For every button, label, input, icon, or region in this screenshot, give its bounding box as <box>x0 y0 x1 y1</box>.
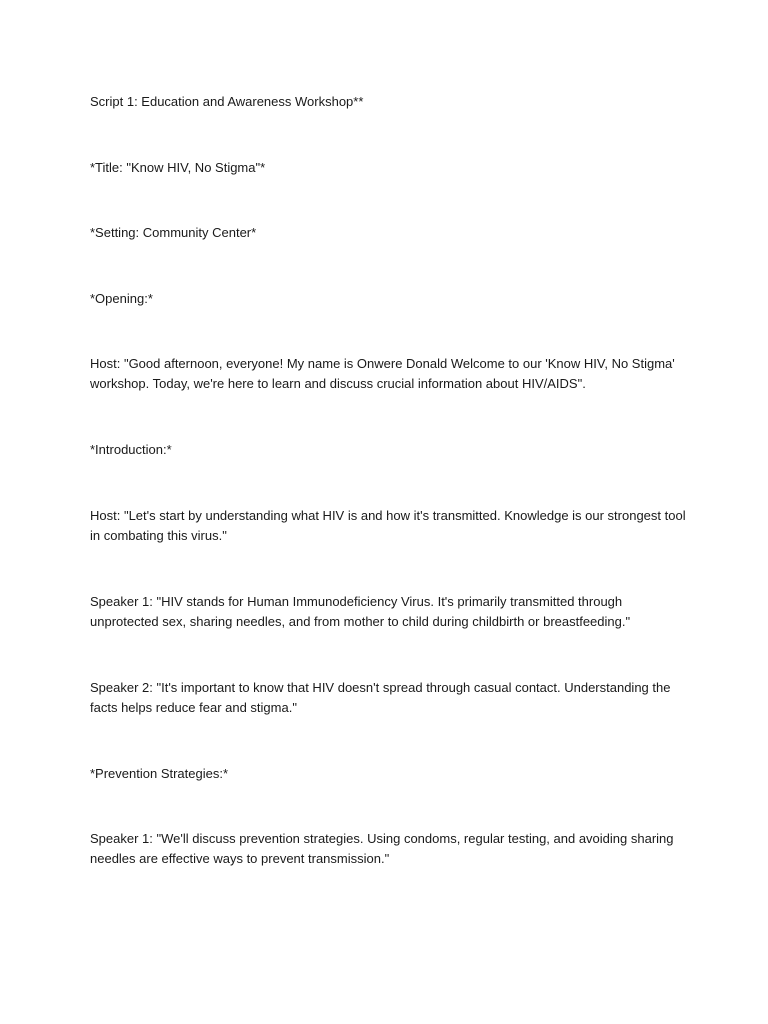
host-intro-line-2: in combating this virus." <box>90 528 227 543</box>
speaker1-prevention-line-2: needles are effective ways to prevent transmission." <box>90 851 390 866</box>
speaker1-intro-paragraph <box>90 592 690 632</box>
prevention-heading-text: *Prevention Strategies:* <box>90 766 229 781</box>
host-intro-paragraph <box>90 506 690 546</box>
setting-line <box>90 223 690 243</box>
speaker1-prevention-paragraph <box>90 829 690 869</box>
introduction-heading <box>90 440 690 460</box>
speaker1-intro-line-1: Speaker 1: "HIV stands for Human Immunodeficiency Virus. It's primarily transmitted through <box>90 594 623 609</box>
host-opening-line-2: workshop. Today, we're here to learn and discuss crucial information about HIV/AIDS". <box>90 376 586 391</box>
speaker1-intro-line-2: unprotected sex, sharing needles, and from mother to child during childbirth or breastfeeding." <box>90 614 631 629</box>
title-line <box>90 158 690 178</box>
setting-line-text: *Setting: Community Center* <box>90 225 257 240</box>
host-opening-line-1: Host: "Good afternoon, everyone! My name is Onwere Donald Welcome to our 'Know HIV, No Stigma' <box>90 356 675 371</box>
script-heading-text: Script 1: Education and Awareness Workshop** <box>90 94 364 109</box>
introduction-heading-text: *Introduction:* <box>90 442 172 457</box>
host-opening-paragraph <box>90 354 690 394</box>
speaker2-intro-line-1: Speaker 2: "It's important to know that HIV doesn't spread through casual contact. Understanding the <box>90 680 671 695</box>
script-heading <box>90 92 690 112</box>
opening-heading <box>90 289 690 309</box>
speaker2-intro-line-2: facts helps reduce fear and stigma." <box>90 700 297 715</box>
prevention-heading <box>90 764 690 784</box>
opening-heading-text: *Opening:* <box>90 291 153 306</box>
speaker1-prevention-line-1: Speaker 1: "We'll discuss prevention strategies. Using condoms, regular testing, and avoiding sharing <box>90 831 674 846</box>
title-line-text: *Title: "Know HIV, No Stigma"* <box>90 160 266 175</box>
speaker2-intro-paragraph <box>90 678 690 718</box>
host-intro-line-1: Host: "Let's start by understanding what HIV is and how it's transmitted. Knowledge is our strongest tool <box>90 508 686 523</box>
